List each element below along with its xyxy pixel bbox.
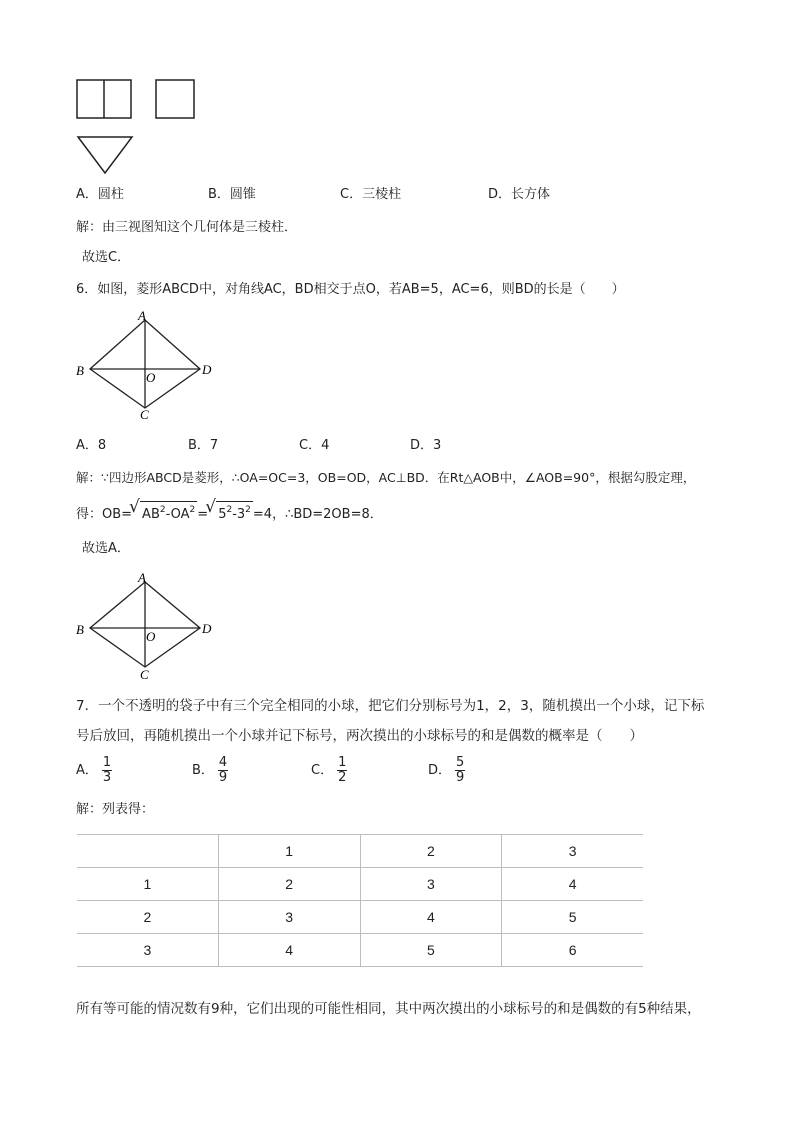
q6-option-c: C．4 [299,438,330,453]
table-row [77,901,643,934]
q7-option-a-label: A． [76,763,98,778]
label-c: C [140,407,149,422]
fraction-b-den: 9 [218,770,228,785]
q7-solution: 解：列表得： [76,802,155,817]
table-cell: 3 [360,868,502,901]
q7-option-a [76,756,112,785]
fraction-d [455,756,465,785]
q6-answer: 故选A． [82,541,130,556]
table-row [77,934,643,967]
exp-4: 2 [245,505,251,515]
q5-option-d: D．长方体 [488,187,551,202]
table-cell [77,835,218,868]
fraction-b [218,756,228,785]
q7-option-c-label: C． [311,763,334,778]
table-cell: 2 [218,868,360,901]
q5-answer: 故选C． [82,250,131,265]
table-row [77,868,643,901]
exp-1: 2 [159,505,166,515]
fraction-a-num: 1 [102,755,112,770]
table-cell: 2 [77,901,218,934]
table-cell: 3 [218,901,360,934]
q6-option-b: B．7 [188,438,219,453]
fraction-c-num: 1 [338,755,347,770]
fraction-d-den: 9 [456,770,465,785]
label-c-2: C [140,667,149,682]
table-cell: 6 [502,934,643,967]
exp-3: 2 [226,505,233,515]
fraction-d-num: 5 [456,755,465,770]
q6-solution-line2 [76,501,383,524]
q7-option-d [428,756,465,785]
sol2-suffix: =4，∴BD=2OB=8． [252,507,383,522]
table-cell: 5 [502,901,643,934]
fraction-c-den: 2 [338,770,347,785]
q7-option-b [192,756,228,785]
label-b-2: B [76,622,84,637]
sol2-eq: = [197,507,209,522]
q6-solution-line1: 解：∵四边形ABCD是菱形，∴OA=OC=3，OB=OD，AC⊥BD．在Rt△AOB中，∠AOB=90°，根据勾股定理， [76,470,696,485]
radical-2-five: 5 [218,507,227,522]
q6-option-a: A．8 [76,438,107,453]
table-row [77,835,643,868]
fraction-b-num: 4 [218,755,228,770]
fraction-a [102,756,112,785]
radical-2-three: -3 [232,507,246,522]
q5-option-b: B．圆锥 [208,187,256,202]
q7-option-c [311,756,347,785]
q7-option-d-label: D． [428,763,452,778]
label-d: D [202,362,212,377]
label-a-2: A [138,570,146,585]
table-cell: 1 [218,835,360,868]
radical-1-ab: AB [142,507,160,522]
q7-conclusion: 所有等可能的情况数有9种，它们出现的可能性相同，其中两次摸出的小球标号的和是偶数的有5种结果， [76,1001,701,1017]
q5-solution: 解：由三视图知这个几何体是三棱柱． [76,220,298,235]
radical-1-oa: -OA [165,507,190,522]
radical-1 [140,501,197,523]
radical-2 [216,501,253,523]
table-cell: 3 [77,934,218,967]
side-view [156,80,194,118]
q6-question: 6．如图，菱形ABCD中，对角线AC，BD相交于点O，若AB=5，AC=6，则BD的长是（ ） [76,282,625,297]
q7-option-b-label: B． [192,763,214,778]
table-cell: 3 [502,835,643,868]
q7-question-line1: 7．一个不透明的袋子中有三个完全相同的小球，把它们分别标号为1，2，3，随机摸出一个小球，记下标 [76,698,705,714]
sum-table [77,834,643,967]
table-cell: 5 [360,934,502,967]
rhombus-figure-2 [70,570,220,686]
three-view-figure [70,72,210,182]
fraction-a-den: 3 [102,770,112,785]
label-d-2: D [202,621,212,636]
q7-question-line2: 号后放回，再随机摸出一个小球并记下标号，两次摸出的小球标号的和是偶数的概率是（ ） [76,728,643,744]
label-b: B [76,363,84,378]
label-o: O [146,370,156,385]
exp-2: 2 [189,505,196,515]
top-view [78,137,132,173]
fraction-c [337,756,347,785]
table-cell: 2 [360,835,502,868]
q5-option-c: C．三棱柱 [340,187,402,202]
label-o-2: O [146,629,156,644]
q6-option-d: D．3 [410,438,442,453]
table-cell: 4 [360,901,502,934]
q5-option-a: A．圆柱 [76,187,124,202]
label-a: A [138,308,146,323]
table-cell: 1 [77,868,218,901]
table-cell: 4 [218,934,360,967]
rhombus-figure [70,308,220,424]
table-cell: 4 [502,868,643,901]
sol2-prefix: 得：OB= [76,507,133,522]
